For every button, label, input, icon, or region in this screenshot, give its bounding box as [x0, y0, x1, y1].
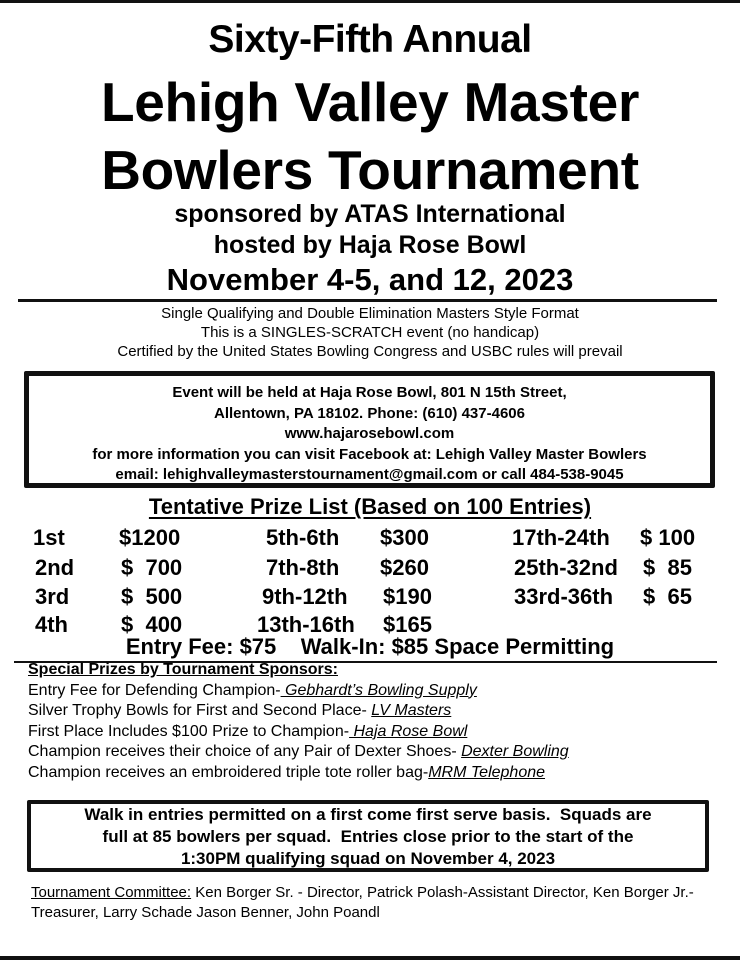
prize-amount: $165 [383, 612, 432, 637]
title-line-2: Bowlers Tournament [101, 139, 639, 201]
bottom-border [0, 956, 740, 960]
contact-email: email: lehighvalleymasterstournament@gmail.com or call 484-538-9045 [115, 466, 624, 483]
special-prize-item: Entry Fee for Defending Champion- Gebhardt’s Bowling Supply [28, 681, 477, 699]
tournament-committee [31, 883, 721, 923]
prize-amount: $ 400 [121, 612, 183, 637]
prize-amount: $ 65 [643, 584, 692, 609]
sponsor-name: Dexter Bowling [461, 743, 569, 760]
special-prize-item: Champion receives their choice of any Pair of Dexter Shoes- Dexter Bowling [28, 743, 569, 760]
prize-place: 25th-32nd [514, 555, 618, 580]
sponsor-name: LV Masters [371, 702, 452, 719]
top-border [0, 0, 740, 3]
facebook-info: for more information you can visit Facebook at: Lehigh Valley Master Bowlers [92, 445, 647, 463]
host-line: hosted by Haja Rose Bowl [213, 231, 527, 259]
prize-amount: $260 [380, 555, 429, 580]
committee-label: Tournament Committee: [31, 884, 192, 901]
prize-place: 17th-24th [512, 525, 610, 550]
walk-in-line: full at 85 bowlers per squad. Entries close prior to the start of the [102, 827, 634, 846]
prize-amount: $ 100 [640, 525, 696, 550]
event-info-box [24, 371, 715, 488]
entry-fee-line: Entry Fee: $75 Walk-In: $85 Space Permitting [125, 634, 615, 659]
sponsor-line: sponsored by ATAS International [174, 200, 566, 228]
venue-address: Event will be held at Haja Rose Bowl, 801 N 15th Street, [172, 384, 567, 401]
walk-in-line: 1:30PM qualifying squad on November 4, 2023 [180, 849, 556, 868]
venue-website: www.hajarosebowl.com [284, 425, 455, 442]
format-line: This is a SINGLES-SCRATCH event (no handicap) [200, 324, 540, 341]
prize-place: 33rd-36th [514, 584, 614, 609]
title-line-1: Lehigh Valley Master [100, 71, 640, 133]
event-dates: November 4-5, and 12, 2023 [166, 262, 574, 297]
prize-amount: $1200 [119, 525, 181, 550]
sponsor-name: Haja Rose Bowl [349, 722, 468, 740]
divider [18, 299, 717, 302]
sponsor-name: MRM Telephone [428, 763, 546, 781]
prize-place: 7th-8th [266, 555, 340, 580]
special-prize-item: Silver Trophy Bowls for First and Second Place- LV Masters [28, 702, 452, 719]
prize-list-title: Tentative Prize List (Based on 100 Entries) [148, 494, 592, 519]
venue-city-phone: Allentown, PA 18102. Phone: (610) 437-4606 [214, 404, 525, 422]
prize-amount: $ 85 [643, 555, 692, 580]
prize-place: 13th-16th [257, 612, 355, 637]
prize-place: 5th-6th [266, 525, 340, 550]
special-prize-item: First Place Includes $100 Prize to Champion- Haja Rose Bowl [28, 722, 468, 740]
prize-place: 2nd [35, 555, 75, 580]
special-prizes-heading: Special Prizes by Tournament Sponsors: [28, 661, 338, 678]
prize-amount: $ 500 [121, 584, 183, 609]
format-line: Single Qualifying and Double Elimination Masters Style Format [161, 305, 579, 322]
committee-members: Ken Borger Sr. - Director, Patrick Polash-Assistant Director, Ken Borger Jr.-Treasurer, Larry Schade Jason Benner, John Poandl [31, 884, 694, 921]
walk-in-line: Walk in entries permitted on a first come first serve basis. Squads are [84, 805, 652, 824]
prize-place: 3rd [35, 584, 70, 609]
prize-place: 4th [35, 612, 68, 637]
sponsor-name: Gebhardt’s Bowling Supply [280, 681, 477, 699]
special-prizes [28, 660, 569, 783]
special-prize-item: Champion receives an embroidered triple tote roller bag-MRM Telephone [28, 763, 546, 781]
format-line: Certified by the United States Bowling Congress and USBC rules will prevail [117, 343, 623, 360]
prize-place: 9th-12th [262, 584, 348, 609]
prize-amount: $300 [380, 525, 429, 550]
prize-amount: $190 [383, 584, 432, 609]
edition-heading: Sixty-Fifth Annual [208, 18, 532, 61]
prize-place: 1st [33, 525, 65, 550]
walk-in-notice-box [27, 800, 709, 872]
prize-amount: $ 700 [121, 555, 183, 580]
